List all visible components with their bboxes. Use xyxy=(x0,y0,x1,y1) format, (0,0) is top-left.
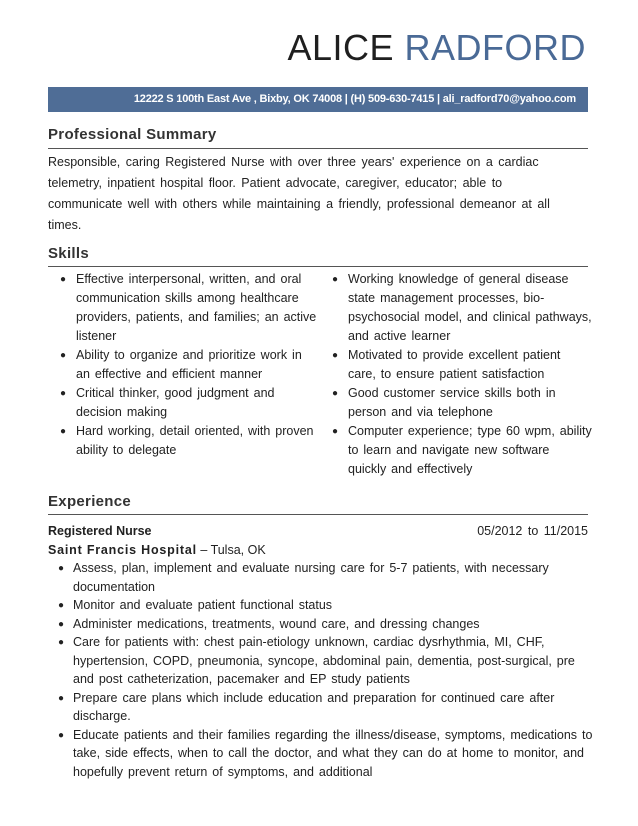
duty-text: Assess, plan, implement and evaluate nursing care for 5-7 patients, with necessary documentation xyxy=(73,561,549,594)
duty-item xyxy=(58,633,596,689)
skill-item xyxy=(60,346,318,384)
bullet-icon: ● xyxy=(58,729,65,741)
duty-text: Administer medications, treatments, wound care, and dressing changes xyxy=(73,616,480,631)
skill-text: Computer experience; type 60 wpm, ability to learn and navigate new software quickly and effectively xyxy=(348,424,592,476)
skills-list-left xyxy=(60,270,318,460)
duty-text: Prepare care plans which include education and preparation for continued care after discharge. xyxy=(73,690,555,723)
skill-item xyxy=(60,270,318,346)
bullet-icon: ● xyxy=(58,637,65,648)
skill-text: Effective interpersonal, written, and oral communication skills among healthcare providers, patients, and families; an active listener xyxy=(76,272,317,343)
duty-item xyxy=(58,689,596,726)
bullet-icon: ● xyxy=(60,350,67,361)
skills-list-right xyxy=(332,270,592,479)
bullet-icon: ● xyxy=(60,426,67,437)
skill-item xyxy=(332,384,592,422)
duty-text: Monitor and evaluate patient functional status xyxy=(73,598,333,612)
skill-text: Good customer service skills both in person and via telephone xyxy=(348,386,556,419)
skills-divider xyxy=(48,266,588,267)
job-dates: 05/2012 to 11/2015 xyxy=(477,524,588,538)
skill-item xyxy=(332,346,592,384)
duty-item xyxy=(58,559,596,596)
bullet-icon: ● xyxy=(58,618,65,630)
duty-item xyxy=(58,726,596,782)
bullet-icon: ● xyxy=(332,426,339,437)
skill-item xyxy=(60,384,318,422)
bullet-icon: ● xyxy=(60,388,67,399)
summary-heading: Professional Summary xyxy=(48,126,217,143)
duty-text: Care for patients with: chest pain-etiology unknown, cardiac dysrhythmia, MI, CHF, hypertension, COPD, pneumonia, syncope, abdominal pain, dementia, post-surgical, pre and post catheterization, pacemaker and EP study patients xyxy=(73,635,575,686)
skill-text: Critical thinker, good judgment and decision making xyxy=(76,386,275,419)
skill-item xyxy=(60,422,318,460)
skill-text: Ability to organize and prioritize work in an effective and efficient manner xyxy=(76,348,302,381)
bullet-icon: ● xyxy=(58,692,65,704)
bullet-icon: ● xyxy=(60,274,67,285)
employer-name: Saint Francis Hospital xyxy=(48,543,197,557)
summary-divider xyxy=(48,148,588,149)
bullet-icon: ● xyxy=(332,350,339,361)
skills-heading: Skills xyxy=(48,245,89,262)
skill-text: Motivated to provide excellent patient care, to ensure patient satisfaction xyxy=(348,348,561,381)
first-name: ALICE xyxy=(287,27,394,68)
employer-location: – Tulsa, OK xyxy=(196,543,266,557)
summary-text: Responsible, caring Registered Nurse with over three years' experience on a cardiac telemetry, inpatient hospital floor. Patient advocate, caregiver, educator; able to communicate well with others while maintaining a friendly, professional demeanor at all times. xyxy=(48,155,550,232)
candidate-name xyxy=(287,27,586,68)
skill-text: Hard working, detail oriented, with proven ability to delegate xyxy=(76,424,314,457)
duties-list xyxy=(58,559,596,781)
skill-item xyxy=(332,422,592,479)
experience-divider xyxy=(48,514,588,515)
bullet-icon: ● xyxy=(58,600,65,611)
experience-heading: Experience xyxy=(48,493,132,510)
last-name: RADFORD xyxy=(404,27,586,68)
skill-item xyxy=(332,270,592,346)
employer xyxy=(48,543,266,557)
bullet-icon: ● xyxy=(332,388,339,399)
bullet-icon: ● xyxy=(332,274,339,285)
contact-bar: 12222 S 100th East Ave , Bixby, OK 74008 | (H) 509-630-7415 | ali_radford70@yahoo.com xyxy=(48,87,588,112)
job-title: Registered Nurse xyxy=(48,524,152,538)
duty-text: Educate patients and their families regarding the illness/disease, symptoms, medications to take, side effects, when to call the doctor, and what they can do at home to monitor, and hopefully prevent return of symptoms, and additional xyxy=(73,727,593,779)
skill-text: Working knowledge of general disease state management processes, bio-psychosocial model, and clinical pathways, and active learner xyxy=(348,272,592,343)
duty-item xyxy=(58,615,596,634)
duty-item xyxy=(58,596,596,615)
bullet-icon: ● xyxy=(58,563,65,574)
